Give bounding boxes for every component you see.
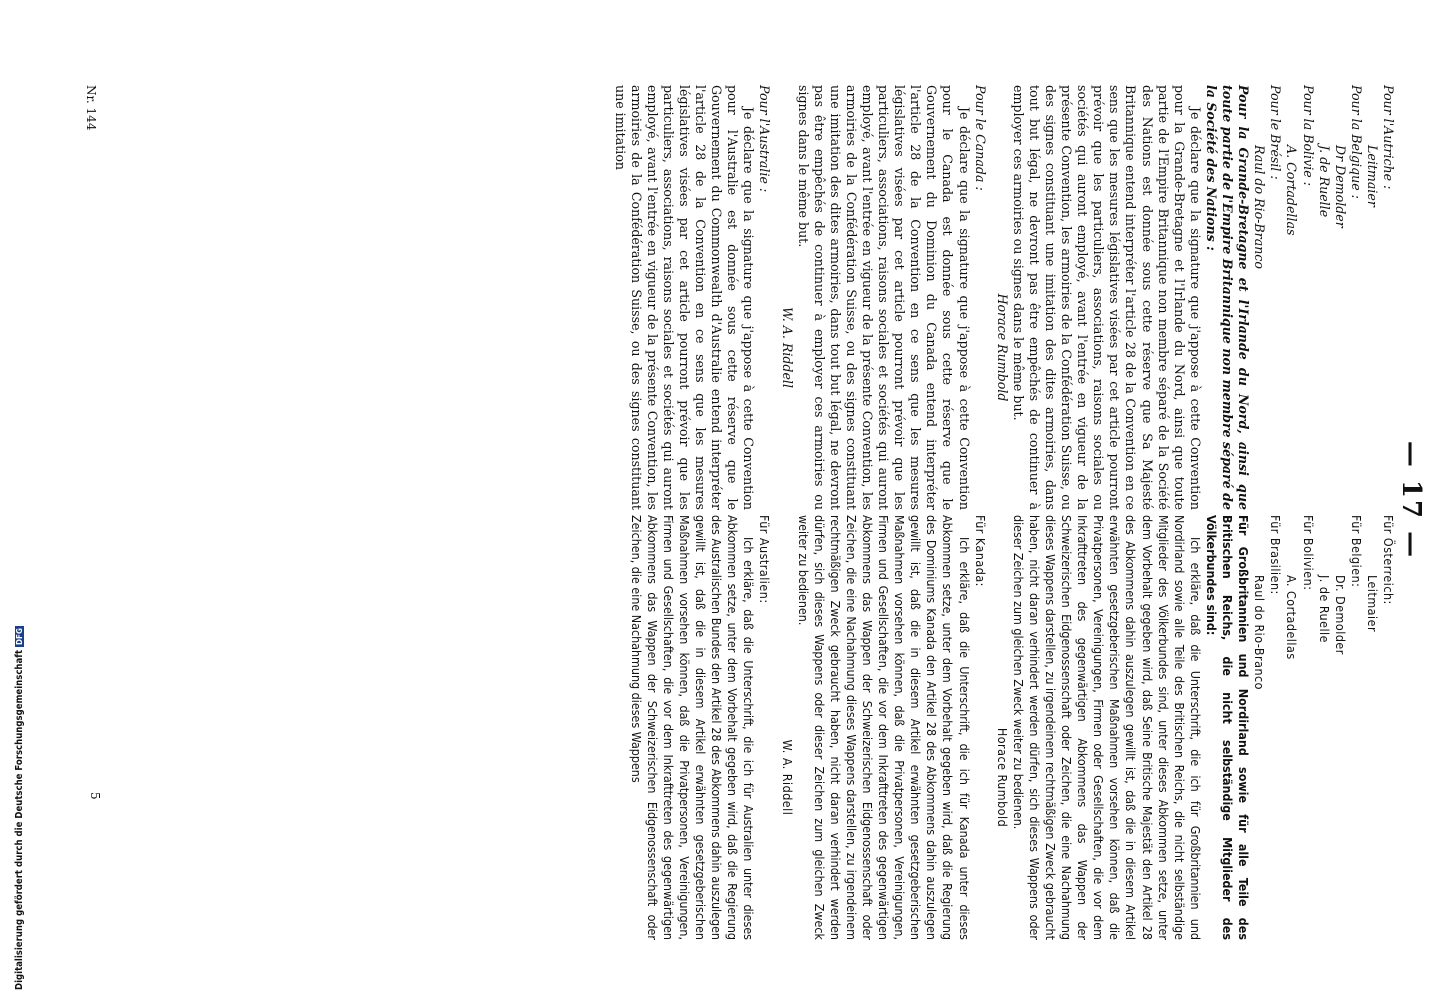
signature-bolivia-de: A. Cortadellas <box>1284 575 1300 660</box>
heading-brazil-de: Für Brasilien: <box>1268 515 1284 595</box>
signature-great-britain-de: Horace Rumbold <box>994 727 1010 828</box>
credit-text-wrap <box>14 626 25 990</box>
declaration-australia-fr: Je déclare que la signature que j'appose à cette Convention pour l'Australie est donnée sous cette réserve que le Gouvernement du Commonwealth d'Australie entend interpréter l'article 28 de la Convention en ce sens que les mesures législatives visées par cet article pourront prévoir que les particuliers, associations, raisons sociales et sociétés qui auront employé, avant l'entrée en vigueur de la présente Convention, les armoiries de la Confédération Suisse, ou des signes constituant une imitation <box>612 85 757 510</box>
declaration-great-britain-fr: Je déclare que la signature que j'appose à cette Convention pour la Grande-Bretagne et l'Irlande du Nord, ainsi que toute partie de l'Empire Britannique non membre séparé de la Société des Nations est donnée sous cette réserve que Sa Majesté Britannique entend interpréter l'article 28 de la Convention en ce sens que les mesures législatives visées par cet article pourront prévoir que les particuliers, associations, raisons sociales ou sociétés qui auront employé, avant l'entrée en vigueur de la présente Convention, les armoiries de la Confédération Suisse, ou des signes constituant une imitation des dites armoiries, dans tout but légal, ne devront pas être empêchés de continuer à employer ces armoiries ou signes dans le même but. <box>1010 85 1203 510</box>
footer-number-left: Nr. 144 <box>84 85 98 131</box>
heading-bolivia-de: Für Bolivien: <box>1300 515 1316 591</box>
heading-australia-de: Für Australien: <box>757 515 773 604</box>
declaration-canada-fr: Je déclare que la signature que j'appose à cette Convention pour le Canada est donnée sous cette réserve que le Gouvernement du Dominion du Canada entend interpréter l'article 28 de la Convention en ce sens que les mesures législatives visées par cet article pourront prévoir que les particuliers, associations, raisons sociales et sociétés qui auront employé, avant l'entrée en vigueur de la présente Convention, les armoiries de la Confédération Suisse, ou des signes constituant une imitation des dites armoiries, dans tout but légal, ne devront pas être empêchés de continuer à employer ces armoiries ou signes dans le même but. <box>795 85 972 510</box>
declaration-australia-de: Ich erkläre, daß die Unterschrift, die ich für Australien unter dieses Abkommen setze, unter dem Vorbehalt gegeben wird, daß die Regierung des Australischen Bundes den Artikel 28 des Abkommens dahin auszulegen gewillt ist, daß die in diesem Artikel erwähnten gesetzgeberischen Maßnahmen vorsehen können, daß die Privatpersonen, Vereinigungen, Firmen und Gesellschaften, die vor dem Inkrafttreten des gegenwärtigen Abkommens das Wappen der Schweizerischen Eidgenossenschaft oder Zeichen, die eine Nachahmung dieses Wappens <box>628 515 757 940</box>
heading-belgium-de: Für Belgien: <box>1348 515 1364 588</box>
heading-belgium-fr: Pour la Belgique : <box>1348 85 1364 199</box>
page-number: — 17 — <box>1396 440 1426 560</box>
signature-bolivia-fr: A. Cortadellas <box>1284 145 1300 236</box>
dfg-logo: DFG <box>15 628 24 645</box>
german-column <box>628 515 1396 940</box>
french-column <box>612 85 1397 510</box>
signature-canada-de: W. A. Riddell <box>779 739 795 816</box>
heading-great-britain-de: Für Großbritannien und Nordirland sowie für alle Teile des Britischen Reichs, die nicht selbständige Mitglieder des Völkerbundes sind: <box>1203 515 1252 940</box>
heading-brazil-fr: Pour le Brésil : <box>1268 85 1284 180</box>
heading-canada-fr: Pour le Canada : <box>972 85 988 191</box>
heading-great-britain-fr: Pour la Grande-Bretagne et l'Irlande du Nord, ainsi que toute partie de l'Empire Britannique non membre séparé de la Société des Nations : <box>1203 85 1252 510</box>
signature-austria-fr: Leitmaier <box>1364 145 1380 207</box>
signature-brazil-fr: Raul do Rio-Branco <box>1252 145 1268 269</box>
signature-great-britain-fr: Horace Rumbold <box>994 293 1010 402</box>
credit-strip <box>0 0 25 1000</box>
signature-belgium-1-fr: Dr Demolder <box>1332 145 1348 228</box>
heading-austria-de: Für Österreich: <box>1381 515 1396 605</box>
heading-austria-fr: Pour l'Autriche : <box>1381 85 1396 190</box>
declaration-great-britain-de: Ich erkläre, daß die Unterschrift, die ich für Großbritannien und Nordirland sowie alle Teile des Britischen Reichs, die nicht selbständige Mitglieder des Völkerbundes sind, unter dieses Abkommen setze, unter dem Vorbehalt gegeben wird, daß Seine Britische Majestät den Artikel 28 des Abkommens dahin auszulegen gewillt ist, daß die in diesem Artikel erwähnten gesetzgeberischen Maßnahmen vorsehen können, daß die Privatpersonen, Vereinigungen, Firmen oder Gesellschaften, die vor dem Inkrafttreten des gegenwärtigen Abkommens das Wappen der Schweizerischen Eidgenossenschaft oder Zeichen, die eine Nachahmung dieses Wappens darstellen, zu irgendeinem rechtmäßigen Zweck gebraucht haben, nicht daran verhindert werden dürfen, sich dieses Wappens oder dieser Zeichen zum gleichen Zweck weiter zu bedienen. <box>1010 515 1203 940</box>
declaration-canada-de: Ich erkläre, daß die Unterschrift, die ich für Kanada unter dieses Abkommen setze, unter dem Vorbehalt gegeben wird, daß die Regierung des Dominiums Kanada den Artikel 28 des Abkommens dahin auszulegen gewillt ist, daß die in diesem Artikel erwähnten gesetzgeberischen Maßnahmen vorsehen können, daß die Privatpersonen, Vereinigungen, Firmen und Gesellschaften, die vor dem Inkrafttreten des gegenwärtigen Abkommens das Wappen der Schweizerischen Eidgenossenschaft oder Zeichen, die eine Nachahmung dieses Wappens darstellen, zu irgendeinem rechtmäßigen Zweck gebraucht haben, nicht daran verhindert werden dürfen, sich dieses Wappens oder dieser Zeichen zum gleichen Zweck weiter zu bedienen. <box>795 515 972 940</box>
heading-bolivia-fr: Pour la Bolivie : <box>1300 85 1316 186</box>
signature-brazil-de: Raul do Rio-Branco <box>1252 575 1268 690</box>
credit-text: Digitalisierung gefördert durch die Deutsche Forschungsgemeinschaft <box>14 649 25 990</box>
heading-canada-de: Für Kanada: <box>972 515 988 587</box>
signature-belgium-2-fr: J. de Ruelle <box>1316 145 1332 218</box>
signature-belgium-2-de: J. de Ruelle <box>1316 575 1332 644</box>
heading-australia-fr: Pour l'Australie : <box>757 85 773 193</box>
signature-austria-de: Leitmaier <box>1364 575 1380 633</box>
signature-canada-fr: W. A. Riddell <box>779 307 795 388</box>
footer-number-right: 5 <box>88 792 102 800</box>
signature-belgium-1-de: Dr. Demolder <box>1332 575 1348 655</box>
